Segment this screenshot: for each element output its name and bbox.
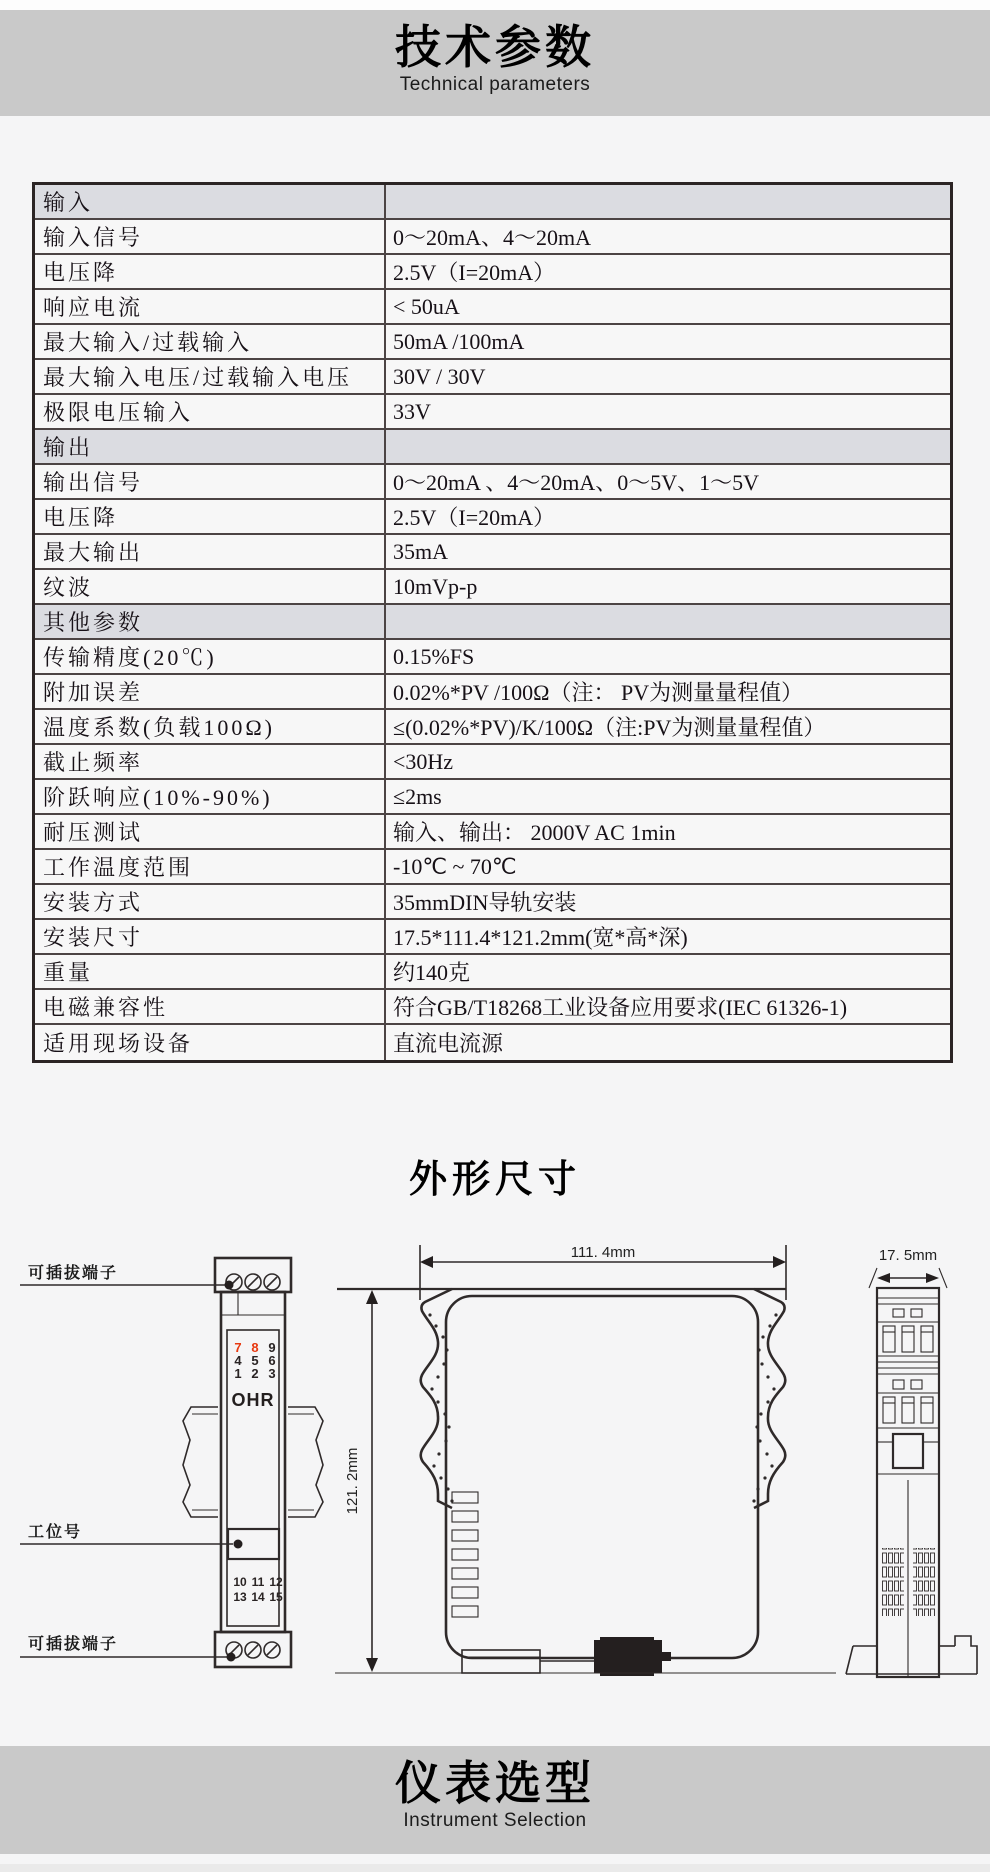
table-row [35, 745, 950, 780]
param-value: <30Hz [393, 748, 454, 774]
din-foot [462, 1650, 540, 1673]
terminal-number: 9 [268, 1340, 276, 1355]
param-value: 33V [393, 398, 431, 424]
din-lock-clip [594, 1637, 671, 1676]
label-terminal-top: 可插拔端子 [28, 1265, 119, 1282]
param-value: 50mA /100mA [393, 328, 525, 354]
terminal-screws-top [226, 1274, 280, 1290]
param-value: 2.5V（I=20mA） [393, 260, 556, 285]
param-value: 17.5*111.4*121.2mm(宽*高*深) [393, 925, 688, 950]
label-terminal-bottom: 可插拔端子 [28, 1636, 119, 1653]
brand-logo: OHR [231, 1390, 275, 1410]
table-row [35, 955, 950, 990]
terminal-number: 3 [268, 1366, 276, 1381]
tech-params-header [0, 10, 990, 116]
top-margin [0, 0, 990, 10]
param-value: 约140克 [393, 960, 471, 985]
param-label: 输出信号 [35, 465, 386, 498]
param-label: 附加误差 [35, 675, 386, 708]
param-label: 输入 [35, 185, 386, 218]
param-value: 符合GB/T18268工业设备应用要求(IEC 61326-1) [393, 995, 848, 1020]
param-value [386, 185, 950, 218]
param-label: 其他参数 [35, 605, 386, 638]
footer-title: 仪表选型 [395, 1757, 595, 1809]
height-dimension-label: 121. 2mm [344, 1447, 361, 1515]
depth-dimension-label: 17. 5mm [878, 1247, 938, 1264]
side-view [335, 1244, 836, 1676]
param-label: 适用现场设备 [35, 1025, 386, 1060]
table-row [35, 465, 950, 500]
table-row [35, 710, 950, 745]
end-view [846, 1247, 977, 1677]
param-label: 电压降 [35, 255, 386, 288]
table-section-row [35, 430, 950, 465]
din-rail-right [288, 1407, 323, 1517]
table-row [35, 675, 950, 710]
table-section-row [35, 605, 950, 640]
terminal-number: 12 [269, 1575, 283, 1589]
table-row [35, 325, 950, 360]
param-value: 0～20mA、4～20mA [393, 225, 592, 250]
param-label: 最大输入/过载输入 [35, 325, 386, 358]
header-title: 技术参数 [395, 21, 595, 73]
param-value: 2.5V（I=20mA） [393, 505, 556, 530]
param-value: 30V / 30V [393, 363, 486, 389]
table-row [35, 500, 950, 535]
param-label: 安装方式 [35, 885, 386, 918]
terminal-numbers-bottom [233, 1575, 283, 1604]
param-value: -10℃ ~ 70℃ [393, 853, 517, 879]
table-row [35, 290, 950, 325]
table-row [35, 395, 950, 430]
terminal-number: 13 [233, 1590, 247, 1604]
param-label: 阶跃响应(10%-90%) [35, 780, 386, 813]
table-row [35, 990, 950, 1025]
front-view [20, 1258, 323, 1667]
vent-slots [452, 1492, 478, 1617]
table-section-row [35, 185, 950, 220]
bottom-margin [0, 1864, 990, 1872]
param-label: 响应电流 [35, 290, 386, 323]
spec-table [32, 182, 953, 1063]
param-label: 安装尺寸 [35, 920, 386, 953]
param-value [386, 430, 950, 463]
footer-subtitle: Instrument Selection [403, 1809, 587, 1831]
terminal-number: 1 [234, 1366, 242, 1381]
param-label: 纹波 [35, 570, 386, 603]
table-row [35, 780, 950, 815]
terminal-number: 14 [251, 1590, 265, 1604]
terminal-number: 8 [251, 1340, 259, 1355]
terminal-number: 11 [251, 1575, 265, 1589]
table-row [35, 815, 950, 850]
table-row [35, 255, 950, 290]
param-value: 直流电流源 [393, 1031, 504, 1056]
table-row [35, 570, 950, 605]
param-value: ≤(0.02%*PV)/K/100Ω（注:PV为测量量程值） [393, 715, 826, 740]
param-label: 重量 [35, 955, 386, 988]
param-value: 35mA [393, 538, 448, 564]
terminal-number: 5 [251, 1353, 259, 1368]
table-row [35, 640, 950, 675]
terminal-numbers-top [234, 1340, 275, 1381]
terminal-number: 7 [234, 1340, 242, 1355]
param-value: 0～20mA 、4～20mA、0～5V、1～5V [393, 470, 760, 495]
param-label: 截止频率 [35, 745, 386, 778]
width-dimension-label: 111. 4mm [570, 1244, 636, 1261]
din-rail-left [183, 1407, 218, 1517]
param-value [386, 605, 950, 638]
table-row [35, 360, 950, 395]
terminal-number: 2 [251, 1366, 259, 1381]
param-value: < 50uA [393, 293, 460, 319]
param-label: 极限电压输入 [35, 395, 386, 428]
table-row [35, 535, 950, 570]
param-label: 电磁兼容性 [35, 990, 386, 1023]
param-value: 0.15%FS [393, 643, 475, 669]
param-label: 温度系数(负载100Ω) [35, 710, 386, 743]
param-value: 10mVp-p [393, 573, 478, 599]
terminal-number: 6 [268, 1353, 276, 1368]
outline-dimension-drawing [0, 1230, 990, 1740]
terminal-number: 15 [269, 1590, 283, 1604]
param-label: 传输精度(20℃) [35, 640, 386, 673]
param-value: 35mmDIN导轨安装 [393, 890, 577, 915]
param-value: ≤2ms [393, 783, 442, 809]
param-label: 最大输入电压/过载输入电压 [35, 360, 386, 393]
table-row [35, 885, 950, 920]
param-label: 输入信号 [35, 220, 386, 253]
param-label: 工作温度范围 [35, 850, 386, 883]
param-label: 最大输出 [35, 535, 386, 568]
table-row [35, 220, 950, 255]
label-station-number: 工位号 [28, 1524, 83, 1541]
table-row [35, 920, 950, 955]
table-row [35, 850, 950, 885]
param-value: 输入、输出： 2000V AC 1min [393, 820, 676, 845]
param-label: 输出 [35, 430, 386, 463]
param-label: 电压降 [35, 500, 386, 533]
instrument-selection-header [0, 1746, 990, 1854]
table-row [35, 1025, 950, 1060]
header-subtitle: Technical parameters [399, 73, 591, 95]
param-value: 0.02%*PV /100Ω（注： PV为测量量程值） [393, 680, 804, 705]
param-label: 耐压测试 [35, 815, 386, 848]
terminal-number: 4 [234, 1353, 242, 1368]
dimensions-title: 外形尺寸 [408, 1159, 581, 1201]
terminal-number: 10 [233, 1575, 247, 1589]
